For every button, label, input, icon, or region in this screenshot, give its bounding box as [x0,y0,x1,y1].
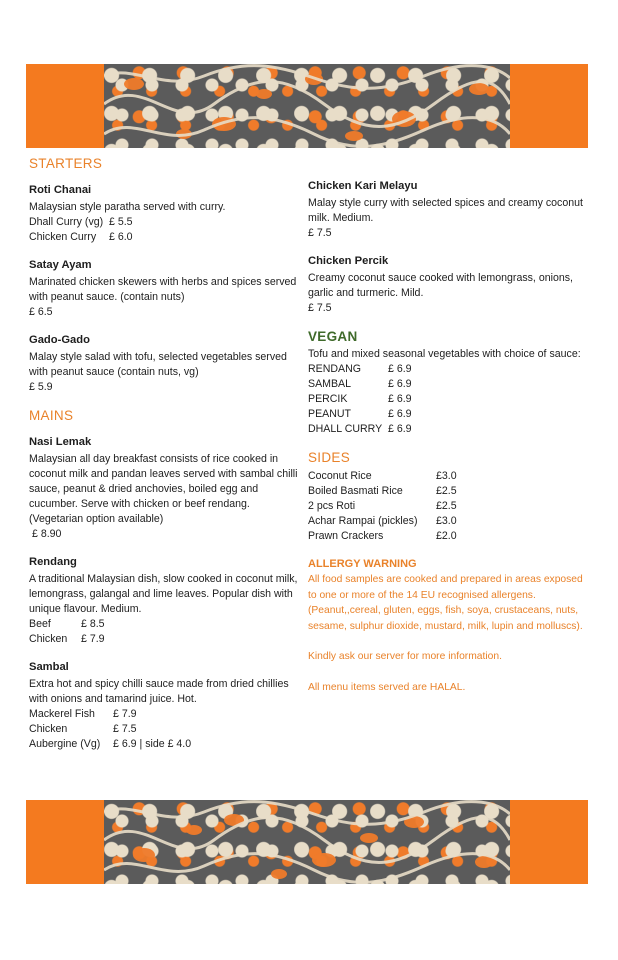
dish-price: £ 6.5 [29,306,53,318]
price-label: Beef [29,618,51,630]
dish-name: Rendang [29,556,77,568]
vegan-description: Tofu and mixed seasonal vegetables with choice of sauce: [308,348,581,360]
vegan-option-row [308,377,593,392]
dish-sambal [29,660,299,752]
banner-orange-left [26,64,104,148]
dish-description: Marinated chicken skewers with herbs and spices served with peanut sauce. (contain nuts) [29,276,297,303]
dish-gado-gado [29,333,299,395]
halal-note: All menu items served are HALAL. [308,681,466,693]
price-value: £ 6.9 | side £ 4.0 [113,738,192,750]
dish-description: Malay style curry with selected spices and creamy coconut milk. Medium. [308,197,583,224]
vegan-option-price: £ 6.9 [388,408,412,420]
vegan-option-price: £ 6.9 [388,363,412,375]
vegan-option-row [308,407,593,422]
dish-description: Malay style salad with tofu, selected vegetables served with peanut sauce (contain nuts, vg) [29,351,287,378]
side-row [308,484,593,499]
mains-heading: MAINS [29,408,74,423]
dish-description: Creamy coconut sauce cooked with lemongrass, onions, garlic and turmeric. Mild. [308,272,573,299]
side-label: Coconut Rice [308,470,372,482]
price-label: Dhall Curry (vg) [29,216,104,228]
price-row [29,707,299,722]
allergy-text: All food samples are cooked and prepared in areas exposed to one or more of the 14 EU recognised allergens. (Peanut,,cereal, gluten, eggs, fish, soya, crustaceans, nuts, sesame, sulphur dioxide, mustard, milk, lupin and molluscs). [308,574,583,632]
side-label: 2 pcs Roti [308,500,356,512]
dish-name: Satay Ayam [29,259,92,271]
price-label: Mackerel Fish [29,708,95,720]
dish-name: Chicken Percik [308,255,389,267]
price-row [29,617,299,632]
top-banner [26,64,588,148]
dish-description: A traditional Malaysian dish, slow cooked in coconut milk, lemongrass, galangal and lime leaves. Popular dish with unique flavour. Medium. [29,573,298,615]
side-price: £2.5 [436,485,457,497]
price-row [29,722,299,737]
server-note: Kindly ask our server for more information. [308,651,502,662]
side-price: £2.0 [436,530,457,542]
vegan-option-label: RENDANG [308,363,361,375]
starters-heading: STARTERS [29,156,103,171]
sides-heading: SIDES [308,450,351,465]
dish-price: £ 5.9 [29,381,53,393]
dish-chicken-kari-melayu [308,179,593,241]
side-price: £3.0 [436,515,457,527]
dish-name: Sambal [29,661,69,673]
price-value: £ 6.0 [109,231,133,243]
price-label: Aubergine (Vg) [29,738,101,750]
price-row [29,215,299,230]
banner-orange-right [510,64,588,148]
vegan-option-label: PERCIK [308,393,348,405]
vegan-option-price: £ 6.9 [388,423,412,435]
dish-price: £ 7.5 [308,302,332,314]
bottom-banner [26,800,588,884]
price-row [29,737,299,752]
vegan-section [308,329,593,437]
banner-orange-left [26,800,104,884]
dish-name: Roti Chanai [29,184,92,196]
price-row [29,632,299,647]
dish-name: Chicken Kari Melayu [308,180,418,192]
dish-description: Malaysian all day breakfast consists of rice cooked in coconut milk and pandan leaves served with sambal chilli sauce, peanut & dried anchovies, boiled egg and cucumber. Serve with chicken or beef rendang. (Vegetarian option available) [29,453,298,525]
dish-rendang [29,555,299,647]
dish-nasi-lemak [29,435,299,542]
sides-section [308,450,593,544]
side-row [308,529,593,544]
dish-name: Nasi Lemak [29,436,92,448]
vegan-option-row [308,422,593,437]
side-row [308,514,593,529]
price-value: £ 7.5 [113,723,137,735]
vegan-heading: VEGAN [308,329,358,344]
batik-pattern [104,800,510,884]
side-label: Achar Rampai (pickles) [308,515,418,527]
right-column [308,179,593,695]
dish-price: £ 7.5 [308,227,332,239]
price-label: Chicken Curry [29,231,97,243]
price-value: £ 7.9 [113,708,137,720]
dish-price: £ 8.90 [32,528,62,540]
price-label: Chicken [29,633,68,645]
vegan-option-row [308,392,593,407]
vegan-option-label: SAMBAL [308,378,351,390]
price-value: £ 8.5 [81,618,105,630]
dish-name: Gado-Gado [29,334,90,346]
allergy-section [308,557,593,695]
price-value: £ 5.5 [109,216,133,228]
dish-description: Malaysian style paratha served with curry. [29,201,226,213]
batik-pattern [104,64,510,148]
allergy-heading: ALLERGY WARNING [308,558,417,570]
vegan-option-row [308,362,593,377]
dish-roti-chanai [29,183,299,245]
price-value: £ 7.9 [81,633,105,645]
side-label: Boiled Basmati Rice [308,485,403,497]
price-label: Chicken [29,723,68,735]
side-price: £2.5 [436,500,457,512]
side-price: £3.0 [436,470,457,482]
vegan-option-price: £ 6.9 [388,378,412,390]
price-row [29,230,299,245]
dish-satay-ayam [29,258,299,320]
side-row [308,469,593,484]
dish-chicken-percik [308,254,593,316]
vegan-option-price: £ 6.9 [388,393,412,405]
side-label: Prawn Crackers [308,530,384,542]
side-row [308,499,593,514]
left-column [29,156,299,765]
vegan-option-label: DHALL CURRY [308,423,383,435]
vegan-option-label: PEANUT [308,408,351,420]
dish-description: Extra hot and spicy chilli sauce made from dried chillies with onions and tamarind juice. Hot. [29,678,289,705]
banner-orange-right [510,800,588,884]
